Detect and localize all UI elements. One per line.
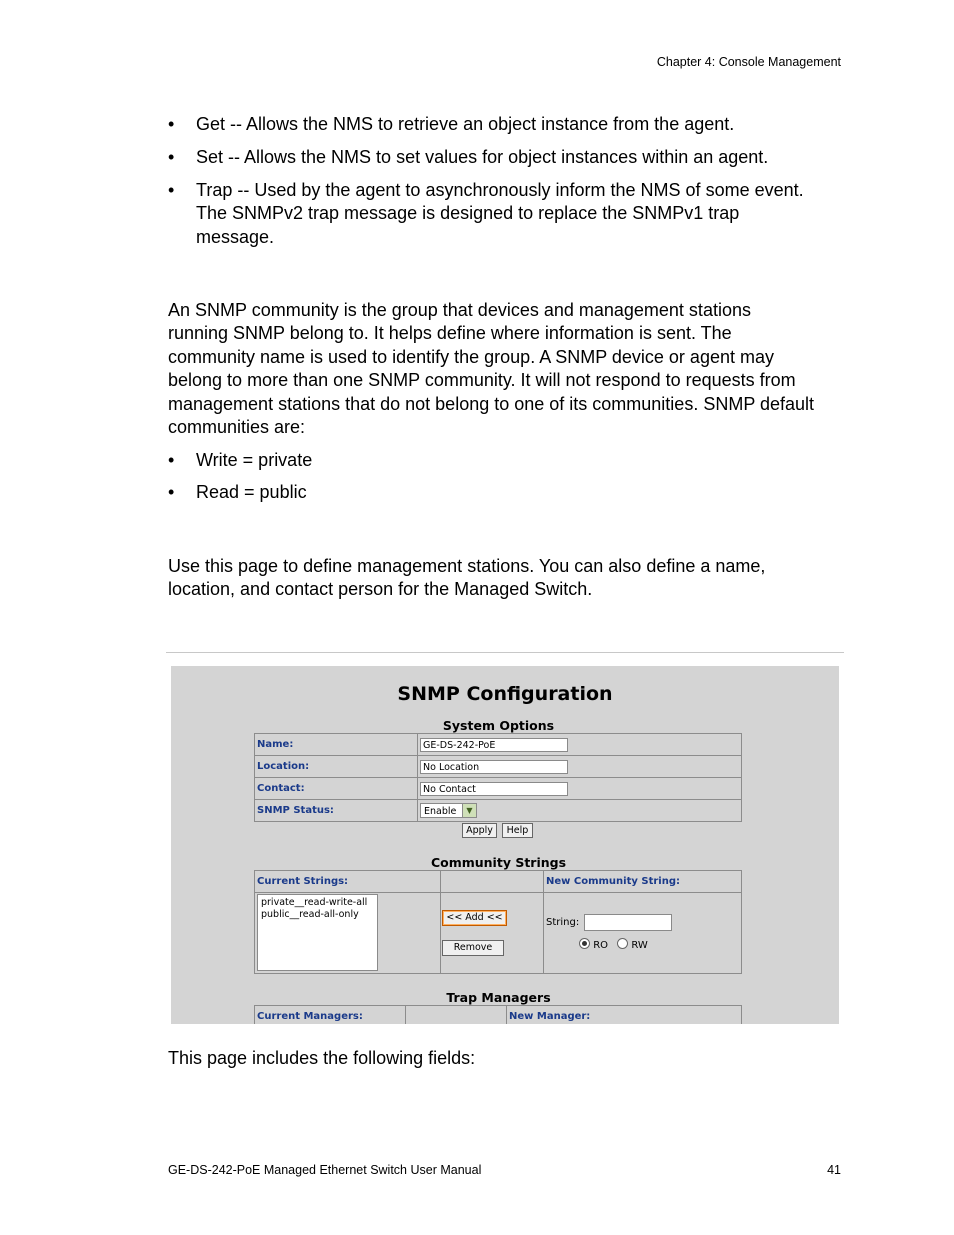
name-input[interactable]: GE-DS-242-PoE xyxy=(420,738,568,752)
trap-managers-table: Current Managers: New Manager: xyxy=(254,1005,742,1024)
snmp-config-title: SNMP Configuration xyxy=(397,683,613,705)
snmp-configuration-screenshot xyxy=(171,666,839,1024)
add-button[interactable]: << Add << xyxy=(442,910,507,926)
apply-button[interactable]: Apply xyxy=(462,823,497,838)
snmp-status-row: SNMP Status: Enable ▼ xyxy=(255,800,742,822)
divider-rule xyxy=(166,652,844,653)
ro-radio[interactable] xyxy=(579,938,590,949)
name-row: Name: GE-DS-242-PoE xyxy=(255,734,742,756)
string-label: String: xyxy=(546,917,580,928)
chapter-header: Chapter 4: Console Management xyxy=(656,55,841,69)
intro-paragraph: Use this page to define management stations. You can also define a name, location, and contact person for the Managed Switch. xyxy=(168,556,766,600)
community-paragraph: An SNMP community is the group that devices and management stations running SNMP belong to. It helps define where information is sent. The community name is used to identify the group. A SNMP device or agent may belong to more than one SNMP community. It will not respond to requests from management stations that do not belong to one of its communities. SNMP default communities are: xyxy=(168,300,815,438)
rw-radio[interactable] xyxy=(617,938,628,949)
location-input[interactable]: No Location xyxy=(420,760,568,774)
list-item[interactable]: private__read-write-all xyxy=(261,897,368,908)
trap-managers-heading: Trap Managers xyxy=(446,990,551,1005)
bullet-set: • Set -- Allows the NMS to set values for object instances within an agent. xyxy=(168,147,769,167)
community-strings-table: Current Strings: New Community String: xyxy=(254,870,742,974)
system-options-heading: System Options xyxy=(442,718,555,733)
system-options-table xyxy=(254,733,742,822)
bullet-read: • Read = public xyxy=(168,482,307,502)
bullet-write: • Write = private xyxy=(168,450,313,470)
help-button[interactable]: Help xyxy=(502,823,533,838)
bullet-trap: • Trap -- Used by the agent to asynchronously inform the NMS of some event. The SNMPv2 trap message is designed to replace the SNMPv1 trap message. xyxy=(168,180,804,247)
contact-row: Contact: No Contact xyxy=(255,778,742,800)
current-strings-list[interactable] xyxy=(257,894,378,971)
page-number: 41 xyxy=(827,1163,841,1177)
community-strings-heading: Community Strings xyxy=(430,855,567,870)
remove-button[interactable]: Remove xyxy=(442,940,504,956)
contact-input[interactable]: No Contact xyxy=(420,782,568,796)
community-string-input[interactable] xyxy=(584,914,672,931)
chevron-down-icon: ▼ xyxy=(462,804,476,817)
snmp-status-select[interactable]: Enable ▼ xyxy=(420,803,477,818)
fields-intro: This page includes the following fields: xyxy=(168,1048,476,1068)
access-radio-group: RO RW xyxy=(579,938,648,951)
footer-manual-title: GE-DS-242-PoE Managed Ethernet Switch User Manual xyxy=(168,1163,482,1177)
location-row: Location: No Location xyxy=(255,756,742,778)
list-item[interactable]: public__read-all-only xyxy=(261,909,359,920)
bullet-get: • Get -- Allows the NMS to retrieve an object instance from the agent. xyxy=(168,114,735,134)
